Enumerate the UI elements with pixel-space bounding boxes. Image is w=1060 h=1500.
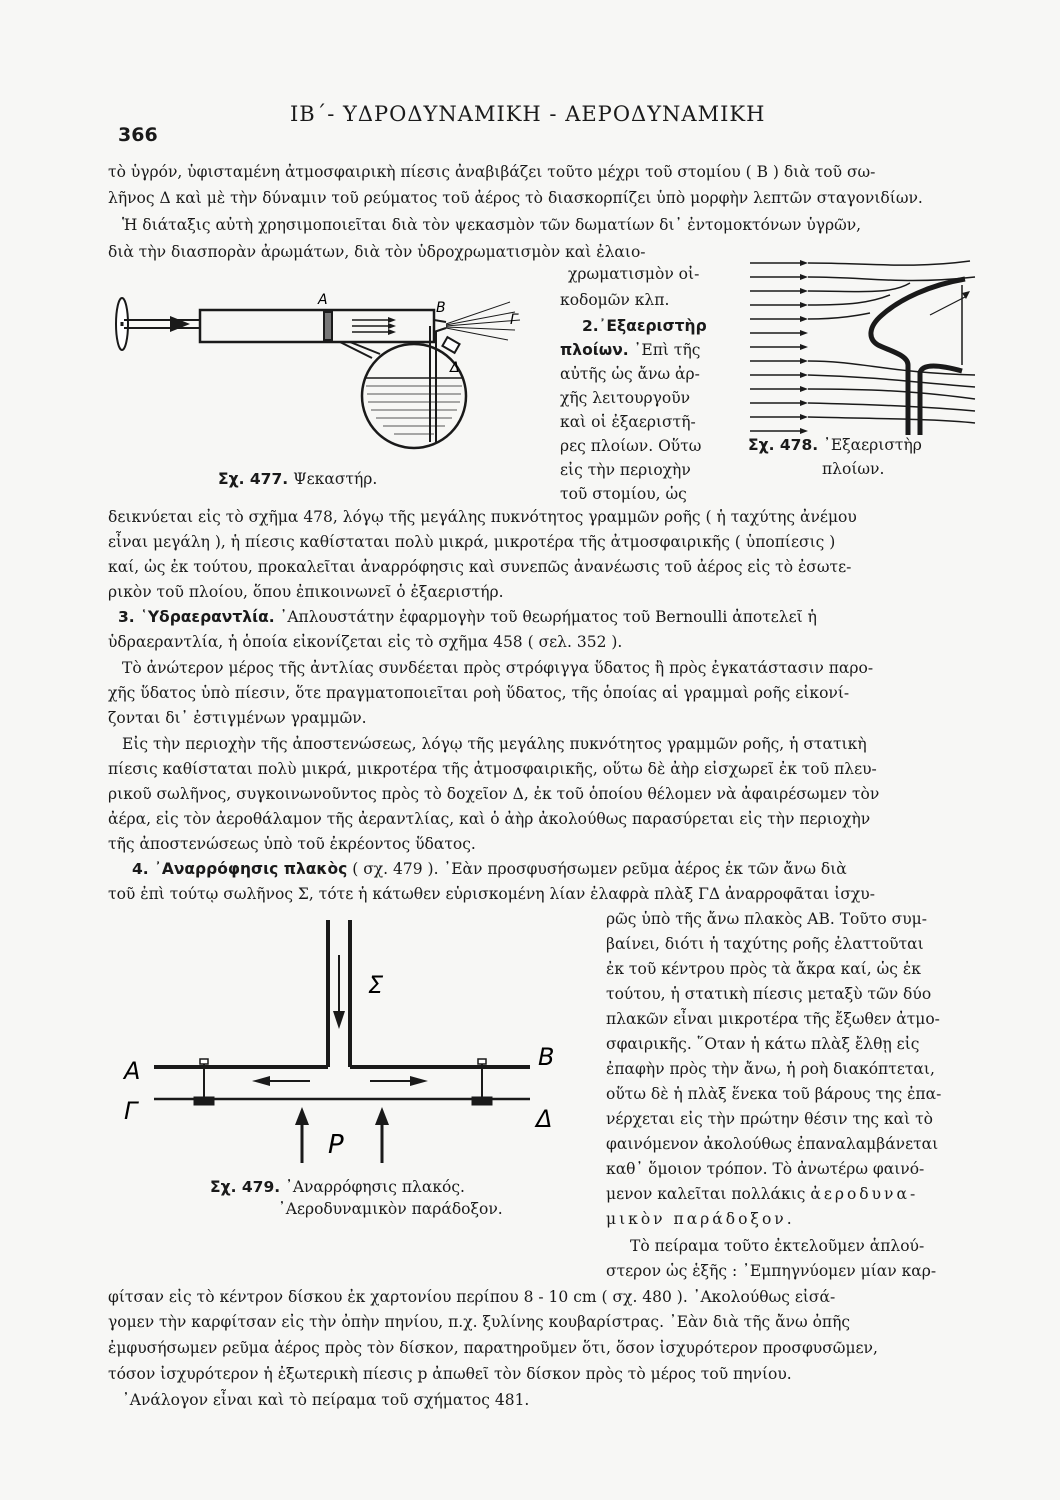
text-line: καθ᾽ ὅμοιον τρόπον. Τὸ ἀνωτέρω φαινό-: [606, 1160, 925, 1178]
text-line: τοῦ ἐπὶ τούτῳ σωλῆνος Σ, τότε ἡ κάτωθεν εὑρισκομένη λίαν ἐλαφρὰ πλὰξ ΓΔ ἀναρροφᾶται ἰσχυ-: [108, 885, 875, 903]
text-line: ρικὸν τοῦ πλοίου, ὅπου ἐπικοινωνεῖ ὁ ἐξαεριστήρ.: [108, 583, 504, 601]
text-line: χρωματισμὸν οἰ-: [568, 265, 700, 283]
text-line: εἰς τὴν περιοχὴν: [560, 461, 691, 479]
text-line: λῆνος Δ καὶ μὲ τὴν δύναμιν τοῦ ρεύματος τοῦ ἀέρος τὸ διασκορπίζει ὑπὸ μορφὴν λεπτῶν σταγονιδίων.: [108, 189, 923, 207]
label-D: Δ: [450, 360, 460, 376]
label-G: Γ: [510, 312, 518, 328]
text-line: Τὸ ἀνώτερον μέρος τῆς ἀντλίας συνδέεται πρὸς στρόφιγγα ὕδατος ἢ πρὸς ἐγκατάστασιν παρο-: [122, 659, 874, 677]
text-line: ρες πλοίων. Οὕτω: [560, 437, 702, 455]
page-title: ΙΒ΄- ΥΔΡΟΔΥΝΑΜΙΚΗ - ΑΕΡΟΔΥΝΑΜΙΚΗ: [290, 102, 766, 126]
text-line: βαίνει, διότι ἡ ταχύτης ροῆς ἐλαττοῦται: [606, 935, 924, 953]
label-B: B: [436, 300, 446, 316]
text-line: τῆς ἀποστενώσεως ὑπὸ τοῦ ἐκρέοντος ὕδατος.: [108, 835, 476, 853]
text-line: διὰ τὴν διασπορὰν ἀρωμάτων, διὰ τὸν ὑδροχρωματισμὸν καὶ ἐλαιο-: [108, 243, 646, 261]
text-line: γομεν τὴν καρφίτσαν εἰς τὴν ὀπὴν πηνίου, π.χ. ξυλίνης κουβαρίστρας. ᾽Εὰν διὰ τῆς ἄνω ὀπῆς: [108, 1313, 851, 1331]
text-line: καί, ὡς ἐκ τούτου, προκαλεῖται ἀναρρόφησις καὶ συνεπῶς ἀνανέωσις τοῦ ἀέρος εἰς τὸ ἐσωτε-: [108, 558, 852, 576]
text-line: ζονται δι᾽ ἐστιγμένων γραμμῶν.: [108, 709, 367, 727]
text-line: Εἰς τὴν περιοχὴν τῆς ἀποστενώσεως, λόγῳ τῆς μεγάλης πυκνότητος γραμμῶν ροῆς, ἡ στατικὴ: [122, 735, 867, 753]
text-line: τούτου, ἡ στατικὴ πίεσις μεταξὺ τῶν δύο: [606, 985, 932, 1003]
label-S: Σ: [368, 971, 384, 999]
text-line: στερον ὡς ἑξῆς : ᾽Εμπηγνύομεν μίαν καρ-: [606, 1262, 937, 1280]
text-line: καὶ οἱ ἐξαεριστῆ-: [560, 413, 696, 431]
text-line: πλακῶν εἶναι μικροτέρα τῆς ἔξωθεν ἀτμο-: [606, 1010, 940, 1028]
text-line: φίτσαν εἰς τὸ κέντρον δίσκου ἐκ χαρτονίου περίπου 8 - 10 cm ( σχ. 480 ). ᾽Ακολούθως εἰσά-: [108, 1288, 836, 1306]
text-line: νέρχεται εἰς τὴν πρώτην θέσιν της καὶ τὸ: [606, 1110, 934, 1128]
text-line: χῆς ὕδατος ὑπὸ πίεσιν, ὅτε πραγματοποιεῖται ροὴ ὕδατος, τῆς ὁποίας αἱ γραμμαὶ ροῆς εἰκονί-: [108, 684, 850, 702]
text-line: αὐτῆς ὡς ἄνω ἀρ-: [560, 365, 700, 383]
figure-477-caption: Σχ. 477. Ψεκαστήρ.: [218, 470, 378, 488]
figure-478-caption: Σχ. 478. ᾽Εξαεριστὴρ: [748, 436, 922, 454]
label-B: B: [538, 1043, 555, 1071]
text-line: ἀέρα, εἰς τὸν ἀεροθάλαμον τῆς ἀεραντλίας, καὶ ὁ ἀὴρ ἀκολούθως παρασύρεται εἰς τὴν περιοχὴν: [108, 810, 871, 828]
figure-477-sprayer: [110, 282, 550, 467]
text-line: μικὸν παράδοξον.: [606, 1210, 795, 1228]
text-line: σφαιρικῆς. ῞Οταν ἡ κάτω πλὰξ ἔλθῃ εἰς: [606, 1035, 920, 1053]
text-line: μενον καλεῖται πολλάκις ἀεροδυνα-: [606, 1185, 919, 1203]
text-line: ᾽Ανάλογον εἶναι καὶ τὸ πείραμα τοῦ σχήματος 481.: [122, 1391, 530, 1409]
label-A: A: [124, 1057, 141, 1085]
text-line: ὑδραεραντλία, ἡ ὁποία εἰκονίζεται εἰς τὸ σχῆμα 458 ( σελ. 352 ).: [108, 633, 623, 651]
text-line: φαινόμενον ἀκολούθως ἐπαναλαμβάνεται: [606, 1135, 939, 1153]
text-line: ρῶς ὑπὸ τῆς ἄνω πλακὸς ΑΒ. Τοῦτο συμ-: [606, 910, 927, 928]
text-line: κοδομῶν κλπ.: [560, 291, 670, 309]
section-3-line: 3. ῾Υδραεραντλία. ᾽Απλουστάτην ἐφαρμογὴν τοῦ θεωρήματος τοῦ Bernoulli ἀποτελεῖ ἡ: [118, 608, 817, 626]
text-line: ρικοῦ σωλῆνος, συγκοινωνοῦντος πρὸς τὸ δοχεῖον Δ, ἐκ τοῦ ὁποίου θέλομεν νὰ ἀφαιρέσωμεν τὸν: [108, 785, 880, 803]
page-number: 366: [118, 124, 158, 146]
text-line: δεικνύεται εἰς τὸ σχῆμα 478, λόγῳ τῆς μεγάλης πυκνότητος γραμμῶν ροῆς ( ἡ ταχύτης ἀνέμου: [108, 508, 857, 526]
text-line: τὸ ὑγρόν, ὑφισταμένη ἀτμοσφαιρικὴ πίεσις ἀναβιβάζει τοῦτο μέχρι τοῦ στομίου ( Β ) διὰ τοῦ σω-: [108, 163, 876, 181]
text-line: τόσον ἰσχυρότερον ἡ ἐξωτερικὴ πίεσις p ἀπωθεῖ τὸν δίσκον πρὸς τὸ μέρος τοῦ πηνίου.: [108, 1365, 792, 1383]
text-line: ἐκ τοῦ κέντρου πρὸς τὰ ἄκρα καί, ὡς ἐκ: [606, 960, 921, 978]
text-line: Τὸ πείραμα τοῦτο ἐκτελοῦμεν ἁπλού-: [630, 1237, 925, 1255]
text-line: οὕτω δὲ ἡ πλὰξ ἕνεκα τοῦ βάρους της ἐπα-: [606, 1085, 942, 1103]
figure-478-caption-2: πλοίων.: [822, 460, 885, 478]
section-4-line: 4. ᾽Αναρρόφησις πλακὸς ( σχ. 479 ). ᾽Εὰν προσφυσήσωμεν ρεῦμα ἀέρος ἐκ τῶν ἄνω διὰ: [132, 860, 847, 878]
text-line: πίεσις καθίσταται πολὺ μικρά, μικροτέρα τῆς ἀτμοσφαιρικῆς, οὕτω δὲ ἀὴρ εἰσχωρεῖ ἐκ τοῦ πλευ-: [108, 760, 877, 778]
label-D: Δ: [536, 1105, 553, 1133]
text-line: ἐπαφὴν πρὸς τὴν ἄνω, ἡ ροὴ διακόπτεται,: [606, 1060, 935, 1078]
label-A: A: [318, 292, 328, 308]
figure-479-caption: Σχ. 479. ᾽Αναρρόφησις πλακός.: [210, 1178, 465, 1196]
figure-479-plate-suction: [110, 915, 580, 1170]
text-line: ἐμφυσήσωμεν ρεῦμα ἀέρος πρὸς τὸν δίσκον, παρατηροῦμεν ὅτι, ὅσον ἰσχυρότερον προσφυσῶμεν,: [108, 1339, 878, 1357]
label-G: Γ: [124, 1097, 138, 1125]
label-P: P: [328, 1130, 344, 1160]
figure-479-caption-2: ᾽Αεροδυναμικὸν παράδοξον.: [278, 1200, 503, 1218]
text-line: χῆς λειτουργοῦν: [560, 389, 691, 407]
text-line: τοῦ στομίου, ὡς: [560, 485, 687, 503]
figure-478-ventilator: [740, 255, 1000, 445]
section-2-heading: 2.᾽Εξαεριστὴρ: [582, 317, 707, 335]
text-line: πλοίων. ᾽Επὶ τῆς: [560, 341, 701, 359]
text-line: Ἡ διάταξις αὐτὴ χρησιμοποιεῖται διὰ τὸν ψεκασμὸν τῶν δωματίων δι᾽ ἐντομοκτόνων ὑγρῶν,: [122, 216, 862, 234]
text-line: εἶναι μεγάλη ), ἡ πίεσις καθίσταται πολὺ μικρά, μικροτέρα τῆς ἀτμοσφαιρικῆς ( ὑποπίεσις ): [108, 533, 836, 551]
